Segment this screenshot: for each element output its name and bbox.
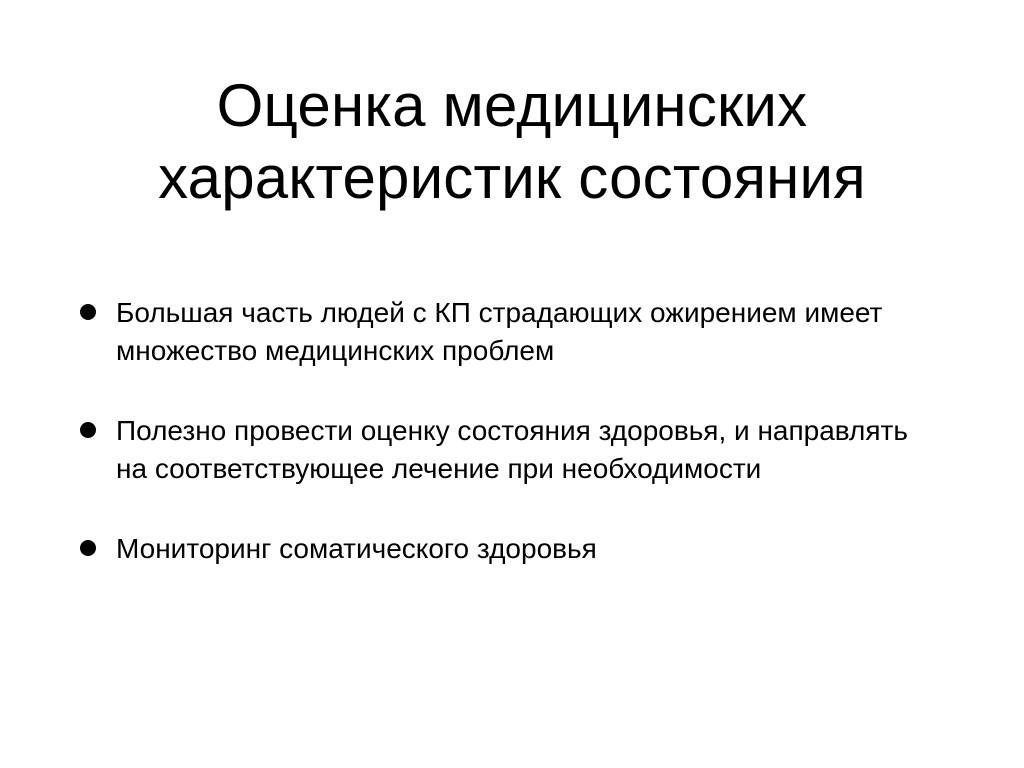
bullet-item: [80, 530, 940, 568]
slide-title-line-1: Оценка медицинских: [216, 72, 808, 139]
bullet-text: Полезно провести оценку состояния здоровья, и направлять на соответствующее лечение при необходимости: [116, 415, 908, 484]
bullet-icon: [80, 304, 96, 320]
slide-title-line-2: характеристик состояния: [158, 144, 866, 211]
bullet-item: [80, 294, 940, 370]
bullet-text: Большая часть людей с КП страдающих ожирением имеет множество медицинских проблем: [116, 297, 883, 366]
bullet-icon: [80, 540, 96, 556]
bullet-item: [80, 412, 940, 488]
bullet-list: [80, 294, 940, 568]
slide-title: [90, 70, 934, 214]
bullet-text: Мониторинг соматического здоровья: [116, 533, 597, 564]
bullet-icon: [80, 422, 96, 438]
